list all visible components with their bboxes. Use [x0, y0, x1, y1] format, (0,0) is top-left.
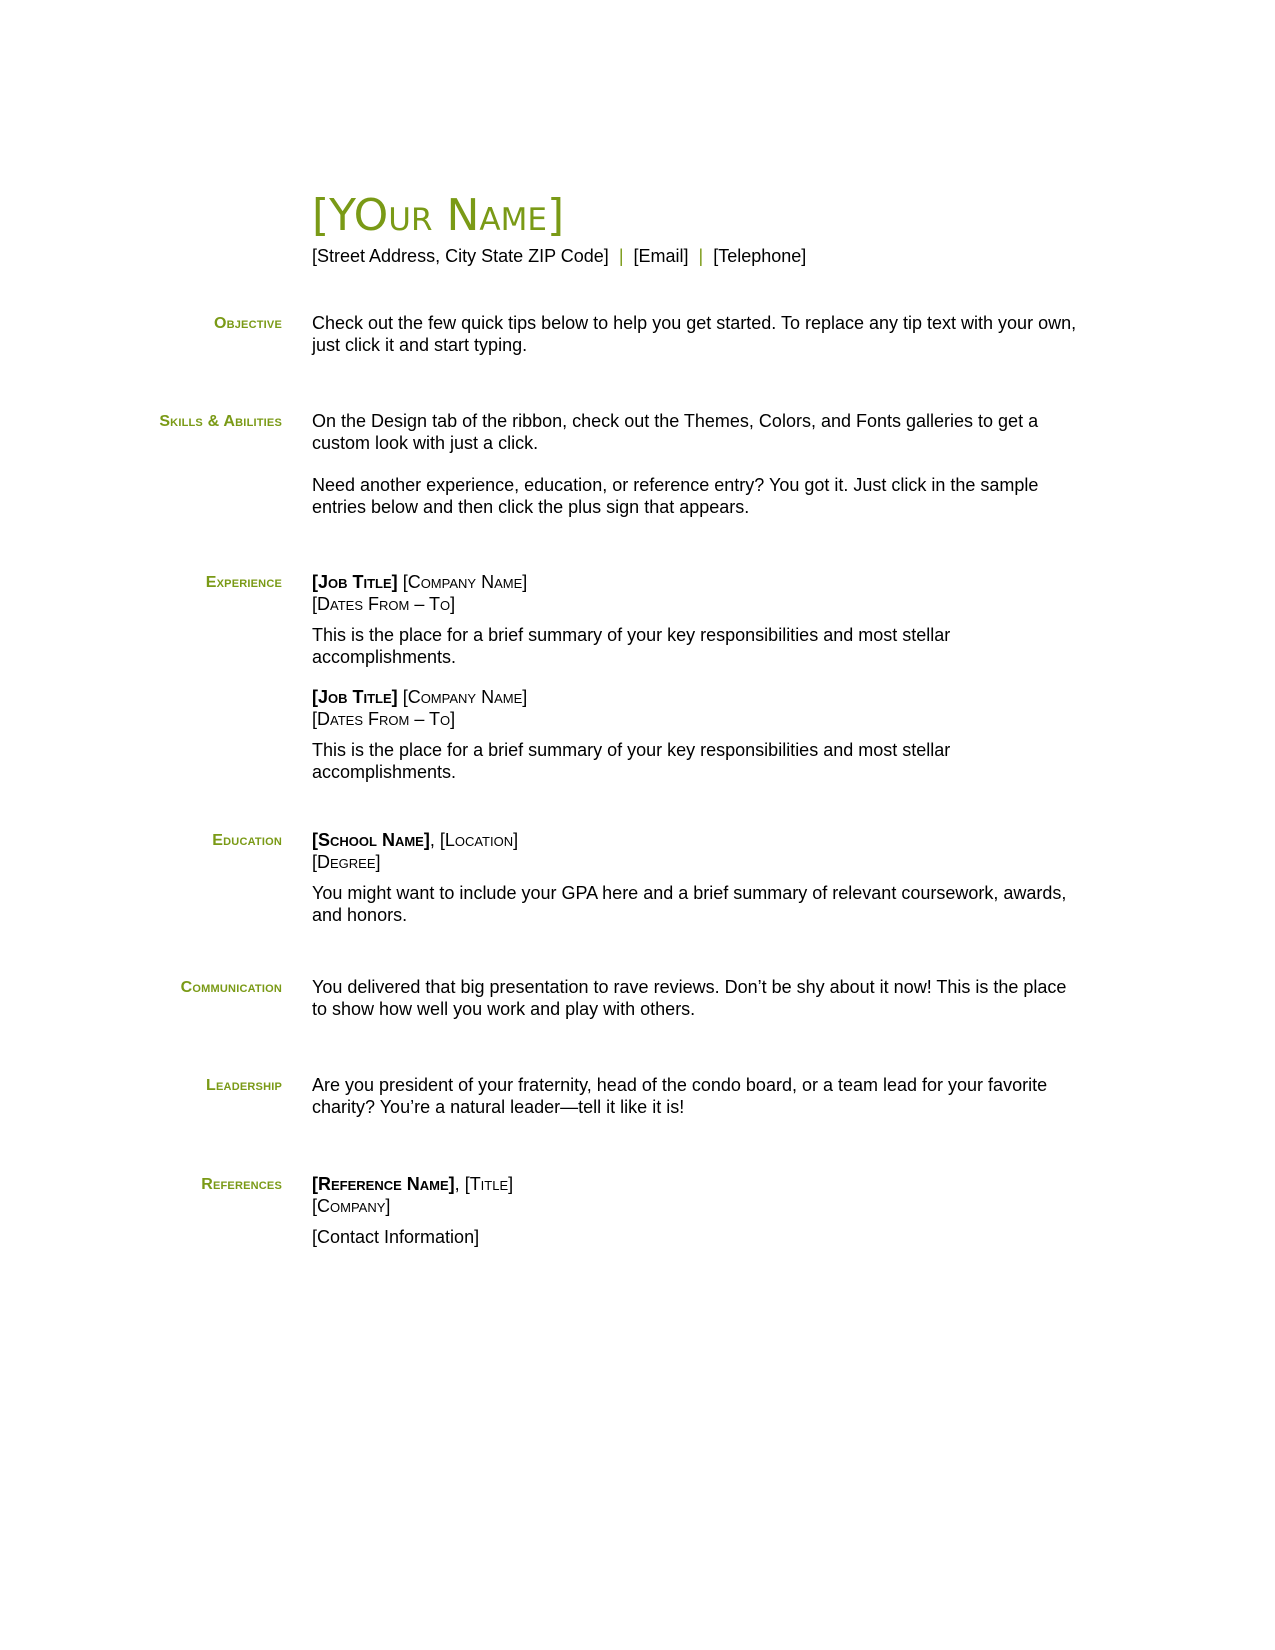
reference-contact[interactable]: [Contact Information] — [312, 1227, 480, 1247]
email[interactable]: [Email] — [633, 246, 689, 266]
references-content — [312, 1173, 1082, 1248]
communication-heading: Communication — [180, 979, 282, 996]
communication-text[interactable]: You delivered that big presentation to rave reviews. Don’t be shy about it now! This is the place to show how well you work and play with others. — [312, 977, 1067, 1019]
telephone[interactable]: [Telephone] — [713, 246, 807, 266]
reference-name[interactable]: [Reference Name] — [312, 1174, 455, 1194]
objective-heading: Objective — [213, 315, 282, 332]
objective-content — [312, 312, 1082, 356]
skills-paragraph[interactable]: Need another experience, education, or reference entry? You got it. Just click in the sample entries below and then click the plus sign that appears. — [312, 475, 1039, 517]
education-heading: Education — [212, 832, 282, 849]
skills-paragraph[interactable]: On the Design tab of the ribbon, check out the Themes, Colors, and Fonts galleries to get a custom look with just a click. — [312, 411, 1039, 453]
experience-heading: Experience — [205, 574, 282, 591]
school-name[interactable]: [School Name] — [312, 830, 430, 850]
experience-content — [312, 571, 1082, 783]
job-title[interactable]: [Job Title] — [312, 687, 398, 707]
education-content — [312, 829, 1082, 926]
job-description[interactable]: This is the place for a brief summary of your key responsibilities and most stellar accomplishments. — [312, 625, 951, 667]
separator: | — [618, 246, 624, 266]
experience-entry — [312, 571, 1082, 668]
job-heading — [312, 686, 1082, 708]
job-heading — [312, 571, 1082, 593]
degree[interactable]: [Degree] — [312, 852, 381, 872]
resume-header — [312, 190, 1092, 268]
references-heading: References — [201, 1176, 282, 1193]
leadership-content — [312, 1074, 1082, 1118]
objective-text[interactable]: Check out the few quick tips below to help you get started. To replace any tip text with your own, just click it and start typing. — [312, 313, 1077, 355]
reference-company[interactable]: [Company] — [312, 1196, 391, 1216]
applicant-name[interactable]: [YOur Name] — [312, 190, 565, 241]
reference-title[interactable]: [Title] — [464, 1174, 514, 1194]
leadership-text[interactable]: Are you president of your fraternity, head of the condo board, or a team lead for your favorite charity? You’re a natural leader—tell it like it is! — [312, 1075, 1048, 1117]
separator: | — [698, 246, 704, 266]
school-location[interactable]: [Location] — [439, 830, 519, 850]
job-title[interactable]: [Job Title] — [312, 572, 398, 592]
contact-line — [312, 244, 1092, 268]
reference-heading: [Reference Name], [Title] — [312, 1174, 514, 1194]
school-heading: [School Name], [Location] — [312, 830, 519, 850]
company-name[interactable]: [Company Name] — [402, 572, 528, 592]
skills-content — [312, 410, 1082, 518]
leadership-heading: Leadership — [206, 1077, 282, 1094]
education-description[interactable]: You might want to include your GPA here and a brief summary of relevant coursework, awards, and honors. — [312, 883, 1067, 925]
skills-heading: Skills & Abilities — [159, 413, 282, 430]
job-dates[interactable]: [Dates From – To] — [312, 594, 456, 614]
experience-entry — [312, 686, 1082, 783]
job-dates[interactable]: [Dates From – To] — [312, 709, 456, 729]
street-address[interactable]: [Street Address, City State ZIP Code] — [312, 246, 609, 266]
communication-content — [312, 976, 1082, 1020]
job-description[interactable]: This is the place for a brief summary of your key responsibilities and most stellar accomplishments. — [312, 740, 951, 782]
company-name[interactable]: [Company Name] — [402, 687, 528, 707]
